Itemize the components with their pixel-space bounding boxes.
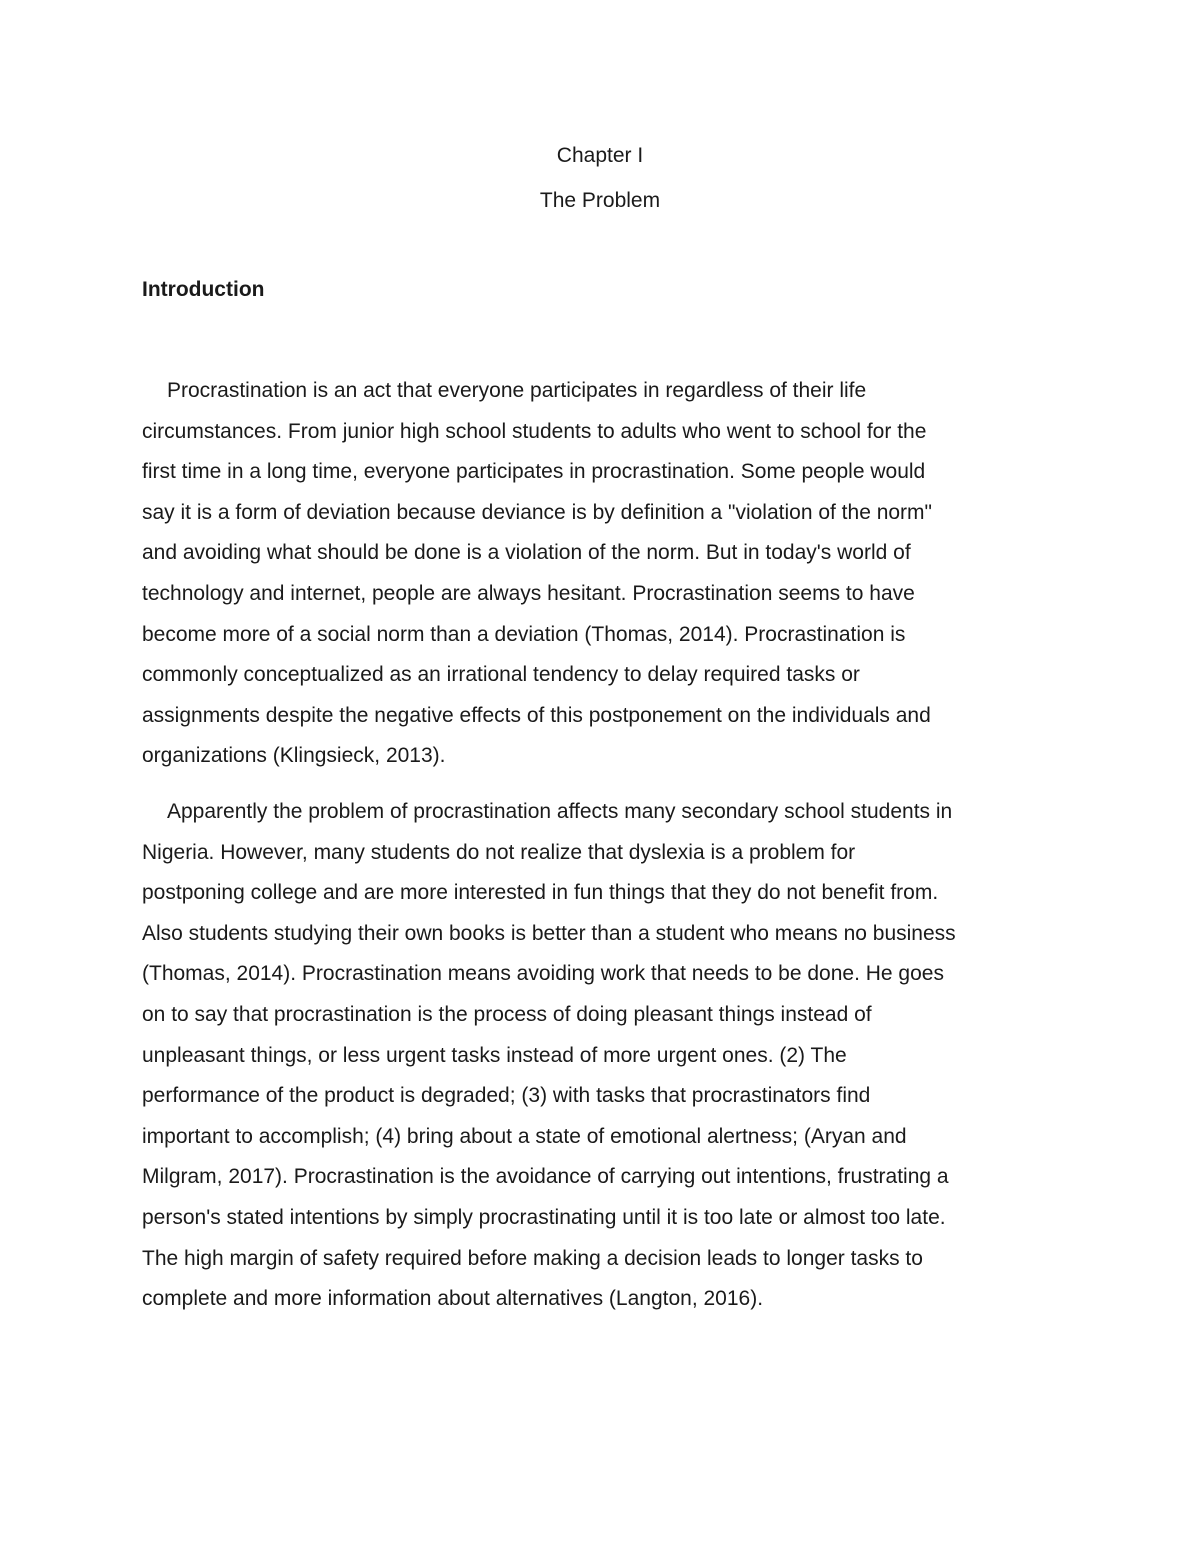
paragraph-line: organizations (Klingsieck, 2013). (142, 744, 446, 768)
section-heading: Introduction (142, 278, 265, 301)
paragraph-1 (142, 371, 1062, 777)
paragraph-line: person's stated intentions by simply procrastinating until it is too late or almost too late. (142, 1205, 946, 1229)
paragraph-line: and avoiding what should be done is a violation of the norm. But in today's world of (142, 541, 911, 565)
paragraph-line: circumstances. From junior high school students to adults who went to school for the (142, 419, 927, 443)
paragraph-line: important to accomplish; (4) bring about a state of emotional alertness; (Aryan and (142, 1124, 907, 1148)
paragraph-line: Apparently the problem of procrastination affects many secondary school students in (167, 800, 953, 823)
chapter-label: Chapter I (556, 144, 644, 167)
paragraph-line: postponing college and are more interested in fun things that they do not benefit from. (142, 881, 939, 905)
paragraph-line: unpleasant things, or less urgent tasks instead of more urgent ones. (2) The (142, 1043, 847, 1067)
paragraph-line: become more of a social norm than a deviation (Thomas, 2014). Procrastination is (142, 622, 906, 646)
paragraph-line: (Thomas, 2014). Procrastination means avoiding work that needs to be done. He goes (142, 962, 944, 986)
paragraph-line: Milgram, 2017). Procrastination is the avoidance of carrying out intentions, frustrating a (142, 1165, 949, 1189)
paragraph-line: commonly conceptualized as an irrational tendency to delay required tasks or (142, 663, 860, 687)
paragraph-line: on to say that procrastination is the process of doing pleasant things instead of (142, 1002, 872, 1026)
paragraph-line: technology and internet, people are always hesitant. Procrastination seems to have (142, 581, 915, 605)
paragraph-line: Procrastination is an act that everyone participates in regardless of their life (167, 379, 867, 402)
paragraph-line: say it is a form of deviation because deviance is by definition a "violation of the norm" (142, 500, 933, 524)
paragraph-line: first time in a long time, everyone participates in procrastination. Some people would (142, 460, 926, 484)
paragraph-line: Also students studying their own books is better than a student who means no business (142, 921, 956, 945)
paragraph-line: The high margin of safety required before making a decision leads to longer tasks to (142, 1246, 923, 1270)
paragraph-line: Nigeria. However, many students do not realize that dyslexia is a problem for (142, 840, 856, 864)
paragraph-line: complete and more information about alternatives (Langton, 2016). (142, 1287, 764, 1311)
paragraph-line: performance of the product is degraded; (3) with tasks that procrastinators find (142, 1084, 871, 1108)
paragraph-2 (142, 792, 1062, 1320)
paragraph-line: assignments despite the negative effects of this postponement on the individuals and (142, 703, 931, 727)
chapter-title: The Problem (539, 189, 661, 212)
